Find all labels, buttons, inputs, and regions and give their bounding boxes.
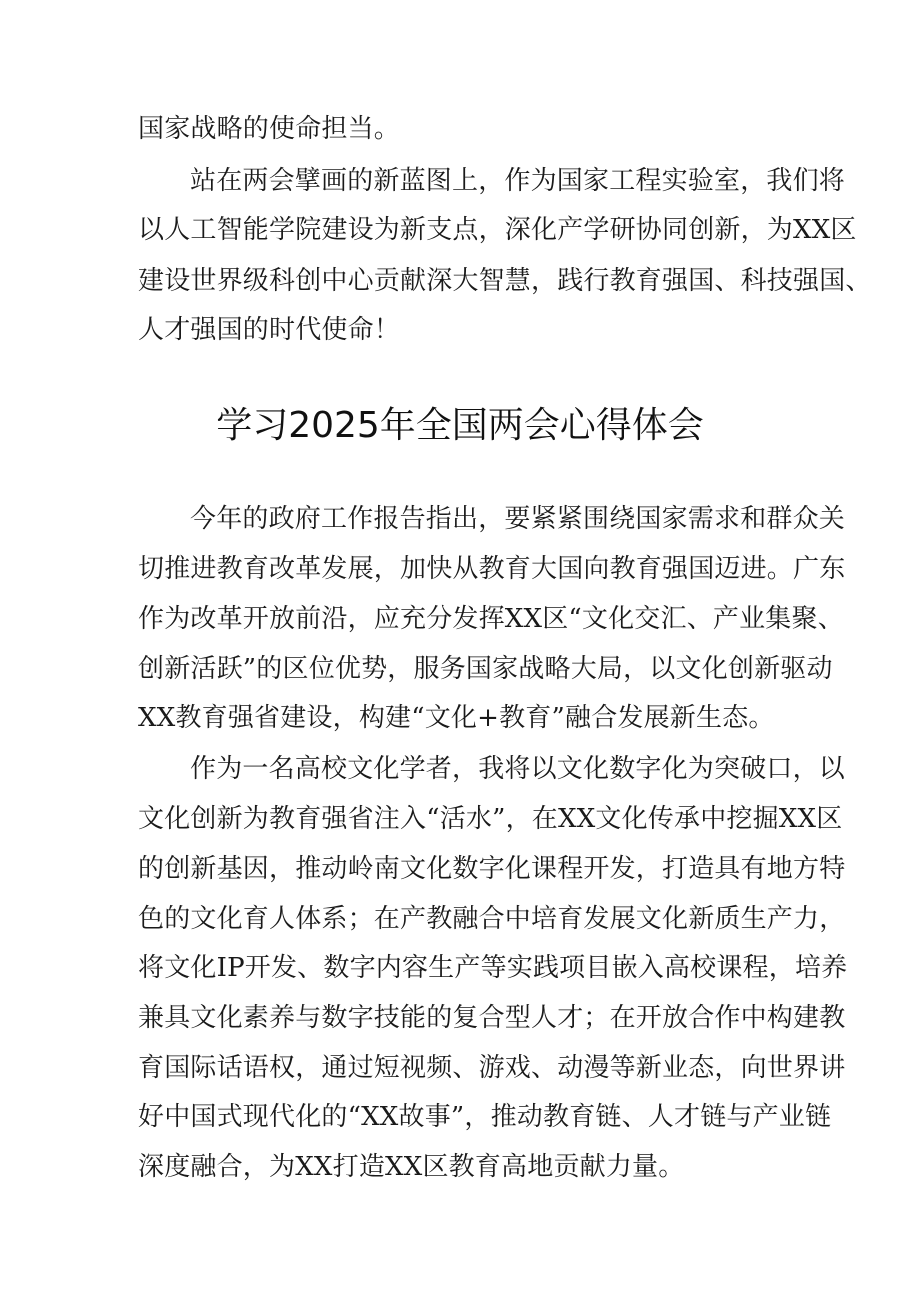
paragraph-line: 以人工智能学院建设为新支点，深化产学研协同创新，为XX区 bbox=[138, 215, 857, 245]
paragraph-line: 作为一名高校文化学者，我将以文化数字化为突破口，以 bbox=[190, 754, 846, 784]
paragraph-line: 色的文化育人体系；在产教融合中培育发展文化新质生产力， bbox=[138, 904, 846, 934]
paragraph-line: 文化创新为教育强省注入“活水”，在XX文化传承中挖掘XX区 bbox=[138, 804, 843, 834]
paragraph-line: 深度融合，为XX打造XX区教育高地贡献力量。 bbox=[138, 1152, 685, 1182]
paragraph-line: 育国际话语权，通过短视频、游戏、动漫等新业态，向世界讲 bbox=[138, 1053, 846, 1083]
paragraph-line: 的创新基因，推动岭南文化数字化课程开发，打造具有地方特 bbox=[138, 854, 846, 884]
paragraph-line: 建设世界级科创中心贡献深大智慧，践行教育强国、科技强国、 bbox=[138, 266, 872, 296]
paragraph-line: 将文化IP开发、数字内容生产等实践项目嵌入高校课程，培养 bbox=[138, 953, 848, 983]
paragraph-line: 今年的政府工作报告指出，要紧紧围绕国家需求和群众关 bbox=[190, 504, 846, 534]
document-title: 学习2025年全国两会心得体会 bbox=[216, 405, 704, 446]
paragraph-line: 站在两会擘画的新蓝图上，作为国家工程实验室，我们将 bbox=[190, 166, 846, 196]
paragraph-line: XX教育强省建设，构建“文化+教育”融合发展新生态。 bbox=[138, 703, 775, 733]
paragraph-line: 好中国式现代化的“XX故事”，推动教育链、人才链与产业链 bbox=[138, 1102, 832, 1132]
paragraph-line: 创新活跃”的区位优势，服务国家战略大局，以文化创新驱动 bbox=[138, 654, 833, 684]
paragraph-line: 人才强国的时代使命！ bbox=[138, 315, 401, 345]
paragraph-line: 兼具文化素养与数字技能的复合型人才；在开放合作中构建教 bbox=[138, 1003, 846, 1033]
paragraph-line: 切推进教育改革发展，加快从教育大国向教育强国迈进。广东 bbox=[138, 554, 846, 584]
paragraph-line: 作为改革开放前沿，应充分发挥XX区“文化交汇、产业集聚、 bbox=[138, 604, 844, 634]
paragraph-line: 国家战略的使命担当。 bbox=[138, 114, 401, 144]
